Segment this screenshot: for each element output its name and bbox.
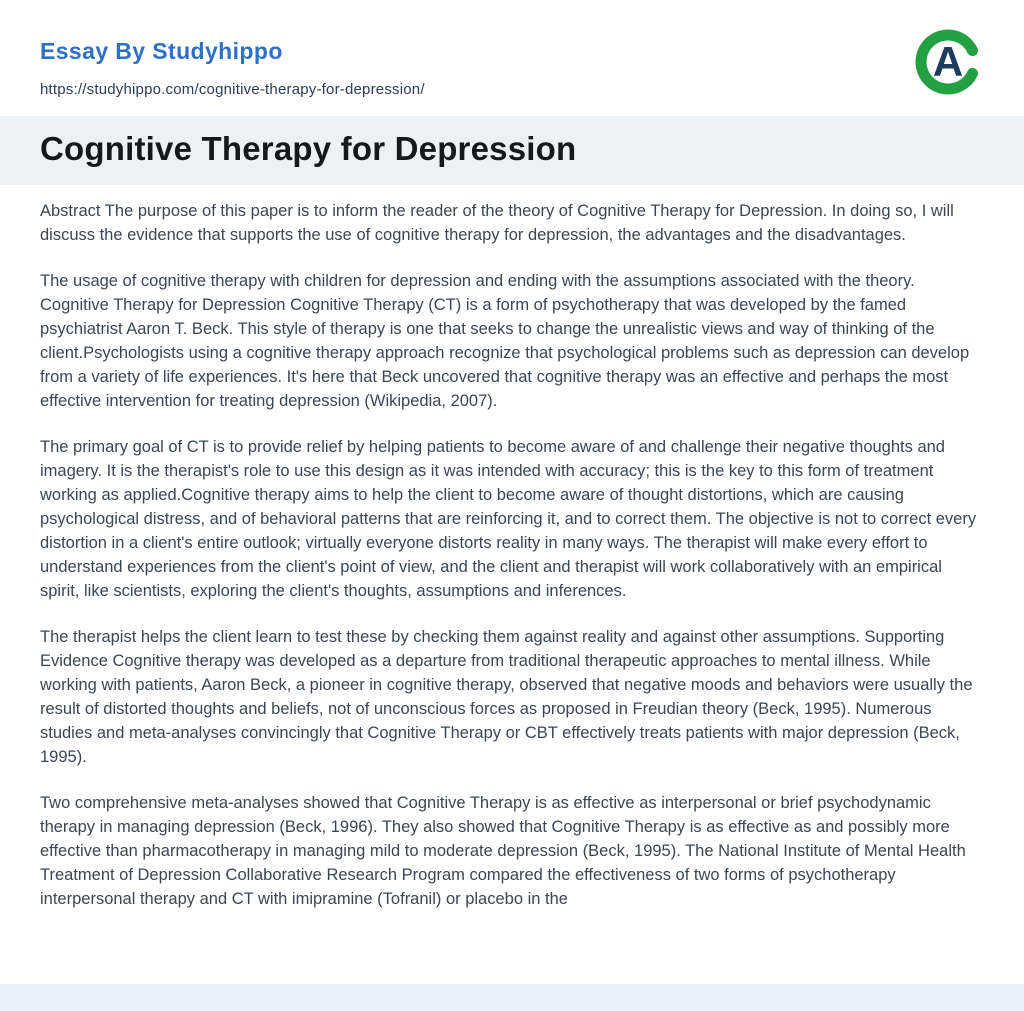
paragraph: The primary goal of CT is to provide relief by helping patients to become aware of and challenge their negative thoughts and imagery. It is the therapist's role to use this design as it was intended with accuracy; this is the key to this form of treatment working as applied.Cognitive therapy aims to help the client to become aware of thought distortions, which are causing psychological distress, and of behavioral patterns that are reinforcing it, and to correct them. The objective is not to correct every distortion in a client's entire outlook; virtually everyone distorts reality in many ways. The therapist will make every effort to understand experiences from the client's point of view, and the client and therapist will work collaboratively with an empirical spirit, like scientists, exploring the client's thoughts, assumptions and inferences. <box>40 437 977 600</box>
source-url[interactable]: https://studyhippo.com/cognitive-therapy-for-depression/ <box>40 81 425 98</box>
page-header <box>0 0 1024 98</box>
logo-letter: A <box>932 38 964 85</box>
brand-title: Essay By Studyhippo <box>40 38 283 64</box>
footer-band <box>0 984 1024 1011</box>
article-body <box>0 185 1024 911</box>
paragraph: Abstract The purpose of this paper is to inform the reader of the theory of Cognitive Therapy for Depression. In doing so, I will discuss the evidence that supports the use of cognitive therapy for depression, the advantages and the disadvantages. <box>40 201 954 244</box>
page-title: Cognitive Therapy for Depression <box>40 130 577 167</box>
paragraph: The therapist helps the client learn to test these by checking them against reality and against other assumptions. Supporting Evidence Cognitive therapy was developed as a departure from traditional therapeutic approaches to mental illness. While working with patients, Aaron Beck, a pioneer in cognitive therapy, observed that negative moods and behaviors were usually the result of distorted thoughts and beliefs, not of unconscious forces as proposed in Freudian theory (Beck, 1995). Numerous studies and meta-analyses convincingly that Cognitive Therapy or CBT effectively treats patients with major depression (Beck, 1995). <box>40 627 973 766</box>
title-band <box>0 116 1024 185</box>
studyhippo-logo-icon <box>910 24 986 100</box>
paragraph: Two comprehensive meta-analyses showed that Cognitive Therapy is as effective as interpersonal or brief psychodynamic therapy in managing depression (Beck, 1996). They also showed that Cognitive Therapy is as effective as and possibly more effective than pharmacotherapy in managing mild to moderate depression (Beck, 1995). The National Institute of Mental Health Treatment of Depression Collaborative Research Program compared the effectiveness of two forms of psychotherapy interpersonal therapy and CT with imipramine (Tofranil) or placebo in the <box>40 793 966 908</box>
paragraph: The usage of cognitive therapy with children for depression and ending with the assumptions associated with the theory. Cognitive Therapy for Depression Cognitive Therapy (CT) is a form of psychotherapy that was developed by the famed psychiatrist Aaron T. Beck. This style of therapy is one that seeks to change the unrealistic views and way of thinking of the client.Psychologists using a cognitive therapy approach recognize that psychological problems such as depression can develop from a variety of life experiences. It's here that Beck uncovered that cognitive therapy was an effective and perhaps the most effective intervention for treating depression (Wikipedia, 2007). <box>40 271 970 410</box>
studyhippo-logo <box>910 24 986 100</box>
